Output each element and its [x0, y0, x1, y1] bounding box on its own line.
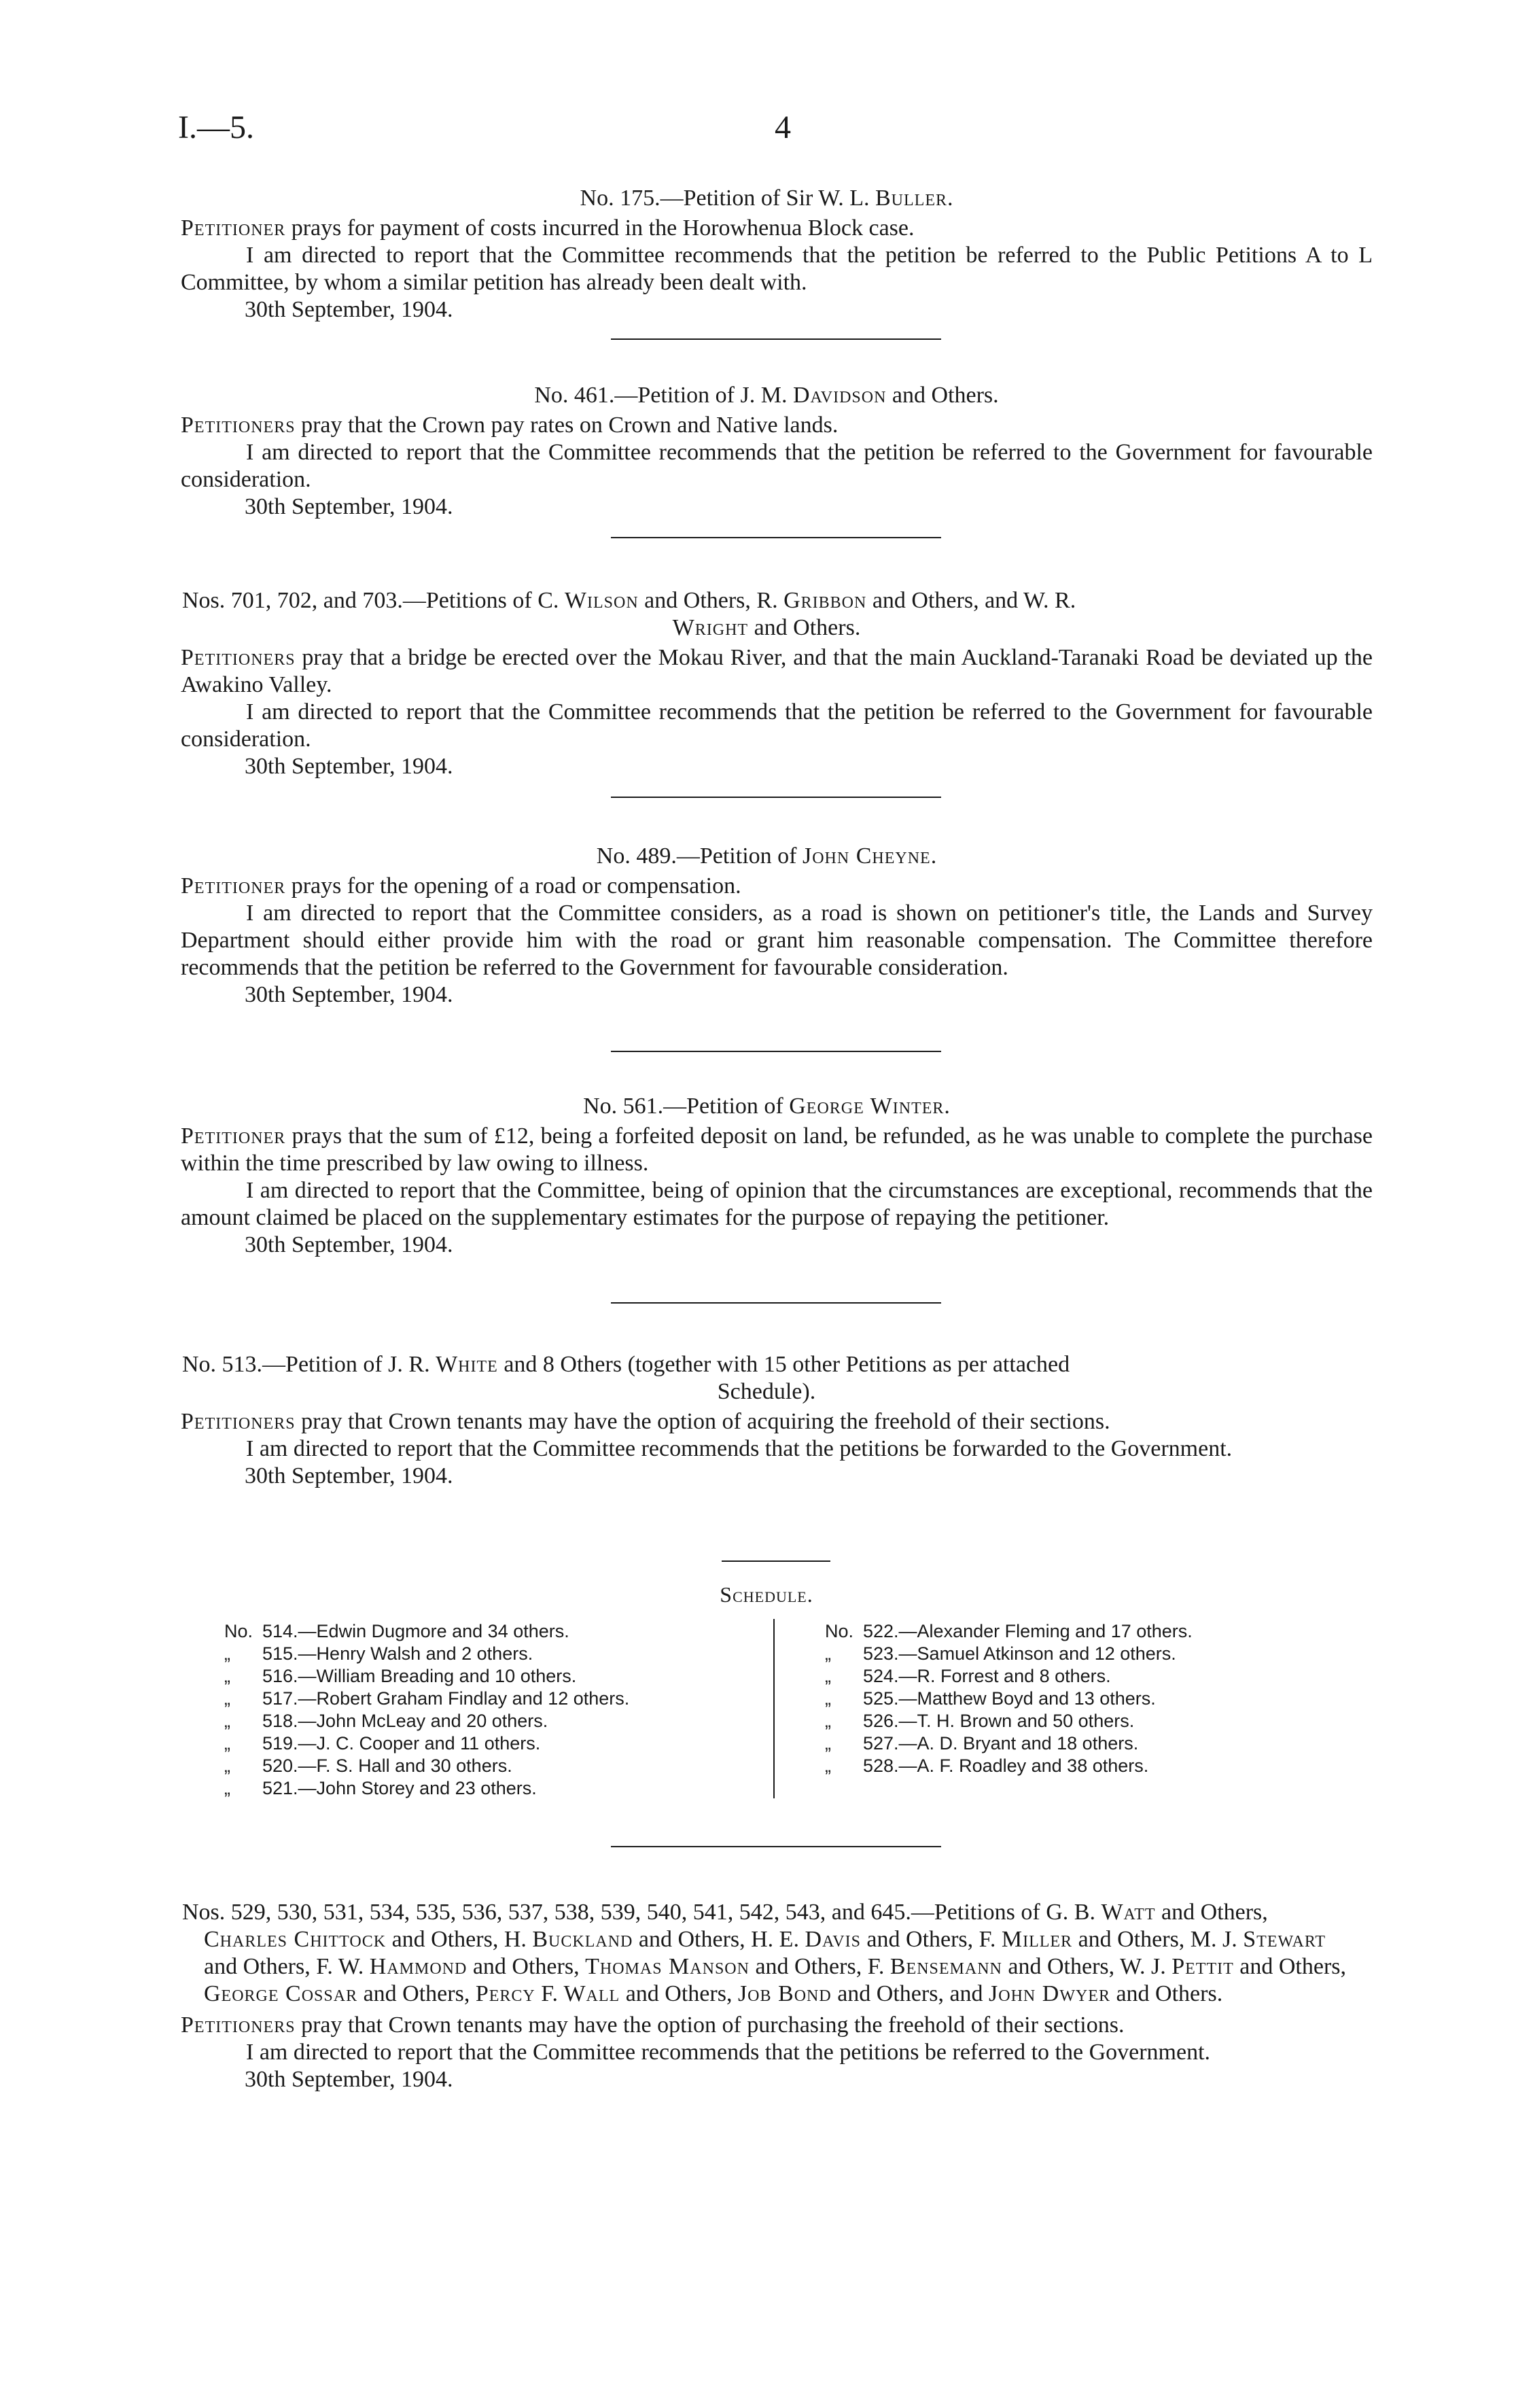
schedule-right-column [825, 1620, 1369, 1777]
schedule-entry-prefix: „ [825, 1711, 831, 1731]
title-text: and Others, F. W. [204, 1954, 370, 1979]
title-text: and Others, M. J. [1072, 1927, 1244, 1952]
schedule-entry-prefix: „ [224, 1688, 230, 1709]
title-text: and Others, W. J. [1002, 1954, 1172, 1979]
schedule-entry [224, 1688, 768, 1710]
report-date: 30th September, 1904. [245, 1232, 453, 1257]
schedule-entry-text: 528.—A. F. Roadley and 38 others. [863, 1756, 1149, 1776]
petitioner-name: Davis [805, 1927, 861, 1952]
title-text: Nos. 529, 530, 531, 534, 535, 536, 537, 538, 539, 540, 541, 542, 543, and 645.—Petitions of G. B. [182, 1900, 1102, 1925]
schedule-entry-text: 520.—F. S. Hall and 30 others. [262, 1756, 512, 1776]
section-divider [611, 797, 941, 798]
committee-report: I am directed to report that the Committee recommends that the petitions be referred to the Government. [246, 2040, 1211, 2065]
petitioner-name: Watt [1101, 1900, 1156, 1925]
schedule-entry [224, 1732, 768, 1755]
schedule-column-divider [773, 1619, 775, 1798]
petition-section-529-645 [0, 1899, 1533, 2093]
section-divider [611, 1846, 941, 1847]
schedule-entry-text: 516.—William Breading and 10 others. [262, 1666, 577, 1686]
schedule-entry-prefix: „ [825, 1643, 831, 1664]
section-divider [611, 1302, 941, 1304]
petition-prayer: Petitioner prays for the opening of a road or compensation. [181, 873, 741, 898]
title-text: and Others, H. E. [633, 1927, 805, 1952]
schedule-entry-prefix: No. [825, 1621, 854, 1641]
title-text: and Others, [1155, 1900, 1268, 1925]
paper-reference: I.—5. [178, 109, 254, 145]
petitioner-name: Thomas Manson [585, 1954, 750, 1979]
committee-report: I am directed to report that the Committee recommends that the petition be referred to the Public Petitions A to L Committee, by whom a similar petition has already been dealt with. [181, 243, 1373, 295]
petition-title: No. 175.—Petition of Sir W. L. Buller. [580, 186, 953, 211]
title-text: and Others, [620, 1981, 738, 2006]
petition-prayer: Petitioners pray that a bridge be erected over the Mokau River, and that the main Auckland-Taranaki Road be deviated up the Awakino Valley. [181, 645, 1373, 697]
schedule-entry [224, 1777, 768, 1800]
petitioner-name: Stewart [1243, 1927, 1326, 1952]
schedule-entry [224, 1665, 768, 1688]
schedule-entry [224, 1643, 768, 1665]
petitioner-name: Bensemann [889, 1954, 1002, 1979]
committee-report: I am directed to report that the Committee, being of opinion that the circumstances are exceptional, recommends that the amount claimed be placed on the supplementary estimates for the purpose of repaying the petitioner. [181, 1178, 1373, 1230]
petition-prayer: Petitioners pray that Crown tenants may have the option of purchasing the freehold of their sections. [181, 2012, 1125, 2038]
schedule-entry [825, 1710, 1369, 1732]
schedule-left-column [224, 1620, 768, 1800]
petition-section-701-703 [0, 587, 1533, 780]
schedule-entry-text: 525.—Matthew Boyd and 13 others. [863, 1688, 1156, 1709]
petition-prayer: Petitioner prays for payment of costs incurred in the Horowhenua Block case. [181, 215, 915, 241]
schedule-divider [722, 1560, 830, 1562]
title-text: and Others, [1233, 1954, 1347, 1979]
petitioner-name: Wall [563, 1981, 620, 2006]
petition-title: Nos. 701, 702, and 703.—Petitions of C. Wilson and Others, R. Gribbon and Others, and W. R. Wright and Others. [182, 588, 1076, 640]
title-text: F. [535, 1981, 564, 2006]
schedule-entry [224, 1620, 768, 1643]
schedule-entry-text: 523.—Samuel Atkinson and 12 others. [863, 1643, 1176, 1664]
petition-prayer: Petitioner prays that the sum of £12, being a forfeited deposit on land, be refunded, as he was unable to complete the purchase within the time prescribed by law owing to illness. [181, 1123, 1373, 1176]
schedule-entry-text: 527.—A. D. Bryant and 18 others. [863, 1733, 1139, 1753]
petitioner-name: Percy [475, 1981, 535, 2006]
schedule-entry-prefix: „ [825, 1688, 831, 1709]
petition-title: No. 489.—Petition of John Cheyne. [596, 843, 937, 869]
schedule-entry [825, 1665, 1369, 1688]
schedule-entry [825, 1755, 1369, 1777]
schedule-entry-prefix: „ [825, 1666, 831, 1686]
report-date: 30th September, 1904. [245, 297, 453, 322]
section-divider [611, 537, 941, 538]
petition-prayer: Petitioners pray that the Crown pay rates on Crown and Native lands. [181, 413, 839, 438]
petition-section-489 [0, 843, 1533, 1009]
petition-section-461 [0, 382, 1533, 521]
committee-report: I am directed to report that the Committee recommends that the petitions be forwarded to the Government. [246, 1436, 1233, 1461]
schedule-entry [825, 1732, 1369, 1755]
petition-prayer: Petitioners pray that Crown tenants may have the option of acquiring the freehold of their sections. [181, 1409, 1110, 1434]
report-date: 30th September, 1904. [245, 2067, 453, 2092]
petition-section-175 [0, 185, 1533, 324]
schedule-entry-prefix: „ [825, 1756, 831, 1776]
petitioner-name: Buckland [532, 1927, 633, 1952]
schedule-title: Schedule. [720, 1582, 813, 1607]
title-text: and Others, F. [860, 1927, 1002, 1952]
petitioner-name: Miller [1001, 1927, 1073, 1952]
title-text: and Others, H. [386, 1927, 533, 1952]
petitioner-name: George Cossar [204, 1981, 358, 2006]
schedule-entry-text: 517.—Robert Graham Findlay and 12 others. [262, 1688, 630, 1709]
petition-section-513 [0, 1351, 1533, 1490]
committee-report: I am directed to report that the Committee recommends that the petition be referred to the Government for favourable consideration. [181, 699, 1373, 752]
schedule-entry-text: 524.—R. Forrest and 8 others. [863, 1666, 1111, 1686]
schedule-entry-prefix: „ [224, 1778, 230, 1798]
report-date: 30th September, 1904. [245, 494, 453, 519]
schedule-entry [825, 1643, 1369, 1665]
title-text: and Others. [1110, 1981, 1223, 2006]
petitioner-name: Hammond [369, 1954, 468, 1979]
title-text: and Others, [467, 1954, 586, 1979]
schedule-entry-prefix: No. [224, 1621, 253, 1641]
schedule-entry-prefix: „ [224, 1733, 230, 1753]
title-text: and Others, and [831, 1981, 989, 2006]
schedule-entry [224, 1710, 768, 1732]
petitioner-name: John Dwyer [989, 1981, 1110, 2006]
schedule-entry [825, 1620, 1369, 1643]
schedule-entry-prefix: „ [224, 1643, 230, 1664]
report-date: 30th September, 1904. [245, 754, 453, 779]
schedule-entry-text: 519.—J. C. Cooper and 11 others. [262, 1733, 541, 1753]
committee-report: I am directed to report that the Committee recommends that the petition be referred to the Government for favourable consideration. [181, 440, 1373, 492]
schedule-entry-prefix: „ [825, 1733, 831, 1753]
report-date: 30th September, 1904. [245, 982, 453, 1007]
petitioner-name: Job Bond [737, 1981, 832, 2006]
section-divider [611, 1051, 941, 1052]
schedule-entry-text: 521.—John Storey and 23 others. [262, 1778, 537, 1798]
schedule-entry-prefix: „ [224, 1711, 230, 1731]
schedule-entry-text: 518.—John McLeay and 20 others. [262, 1711, 548, 1731]
petitioner-name: Charles Chittock [204, 1927, 387, 1952]
committee-report: I am directed to report that the Committee considers, as a road is shown on petitioner's title, the Lands and Survey Department should either provide him with the road or grant him reasonable compensation. The Committee therefore recommends that the petition be referred to the Government for favourable consideration. [181, 901, 1373, 980]
petition-section-561 [0, 1093, 1533, 1259]
schedule-entry-text: 514.—Edwin Dugmore and 34 others. [262, 1621, 569, 1641]
petition-title: No. 461.—Petition of J. M. Davidson and Others. [534, 383, 999, 408]
petitioner-name: Pettit [1171, 1954, 1234, 1979]
schedule-entry-text: 515.—Henry Walsh and 2 others. [262, 1643, 533, 1664]
schedule-entry-text: 526.—T. H. Brown and 50 others. [863, 1711, 1135, 1731]
petition-title: No. 513.—Petition of J. R. White and 8 Others (together with 15 other Petitions as per attached Schedule). [182, 1352, 1070, 1404]
schedule-entry [224, 1755, 768, 1777]
schedule-entry-text: 522.—Alexander Fleming and 17 others. [863, 1621, 1193, 1641]
section-divider [611, 338, 941, 340]
page-number: 4 [775, 109, 791, 145]
title-text: and Others, [357, 1981, 476, 2006]
report-date: 30th September, 1904. [245, 1463, 453, 1488]
petition-title: No. 561.—Petition of George Winter. [583, 1094, 950, 1119]
schedule-entry-prefix: „ [224, 1756, 230, 1776]
title-text: and Others, F. [749, 1954, 890, 1979]
schedule-entry [825, 1688, 1369, 1710]
schedule-entry-prefix: „ [224, 1666, 230, 1686]
petition-title [0, 1899, 1533, 2008]
